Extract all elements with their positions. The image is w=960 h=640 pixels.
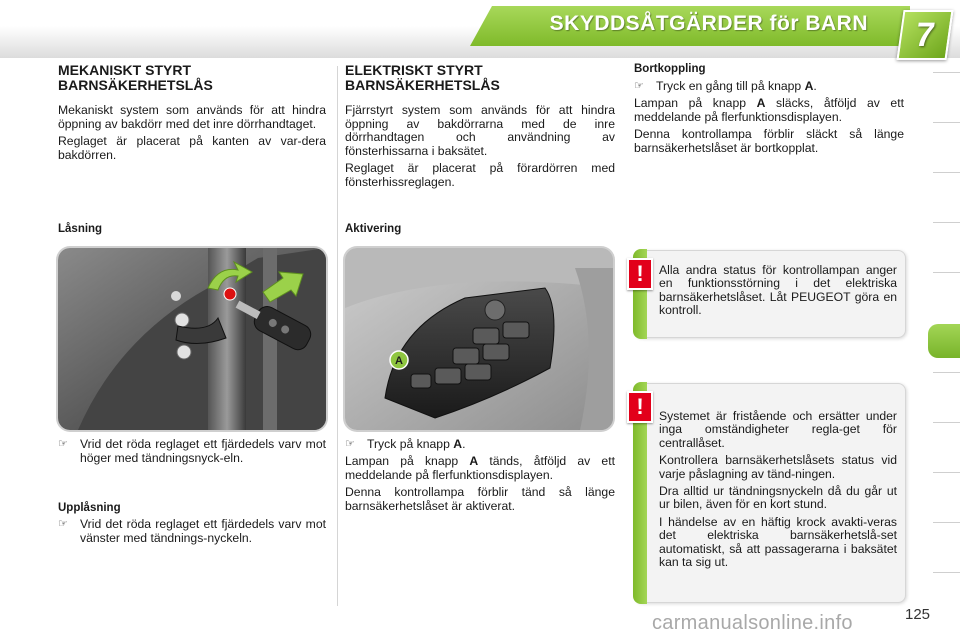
- pointing-hand-icon: ☞: [58, 518, 68, 530]
- unlocking-heading: Upplåsning: [58, 502, 121, 514]
- activation-step-text: [367, 438, 615, 452]
- page-number: 125: [905, 606, 931, 623]
- button-key: A: [453, 437, 463, 451]
- intro-paragraph: Fjärrstyrt system som används för att hindra öppning av bakdörrarna med de inre dörrhandtagen och användning av fönsterhissarna i baksätet.: [345, 103, 615, 158]
- activation-step: [345, 438, 615, 452]
- window-switch-photo: [345, 248, 613, 430]
- warning-icon: !: [627, 391, 653, 423]
- heading-line: BARNSÄKERHETSLÅS: [345, 77, 500, 93]
- text-segment: släcks, åtföljd av ett meddelande på flerfunktionsdisplayen.: [634, 96, 904, 124]
- chapter-badge[interactable]: 7: [896, 10, 953, 60]
- door-switch-panel-illustration: [345, 248, 613, 430]
- pointing-hand-icon: ☞: [345, 438, 355, 450]
- activation-paragraph: Denna kontrollampa förblir tänd så länge barnsäkerhetslåset är aktiverat.: [345, 485, 615, 513]
- mechanical-lock-intro: [58, 104, 326, 166]
- disconnect-heading: Bortkoppling: [634, 63, 706, 75]
- unlocking-step-text: Vrid det röda reglaget ett fjärdedels varv mot vänster med tändnings-nyckeln.: [80, 517, 326, 545]
- text-segment: Lampan på knapp: [634, 96, 757, 110]
- warning-paragraph: I händelse av en häftig krock avakti-veras det elektriska barnsäkerhetslå-set automatiskt, så att passagerarna i baksätet kan ta sig ut.: [659, 514, 897, 570]
- disconnect-paragraph: [634, 97, 904, 124]
- heading-line: ELEKTRISKT STYRT: [345, 62, 483, 78]
- intro-paragraph: Mekaniskt system som används för att hindra öppning av bakdörr med det inre dörrhandtaget.: [58, 103, 326, 131]
- page-title: SKYDDSÅTGÄRDER för BARN: [549, 12, 868, 35]
- disconnect-details: [634, 97, 904, 159]
- electric-lock-heading: [345, 63, 615, 93]
- warning-paragraph: Kontrollera barnsäkerhetslåsets status vid varje påslagning av tänd-ningen.: [659, 453, 897, 481]
- warning-paragraph: Dra alltid ur tändningsnyckeln då du går ut ur bilen, även för en kort stund.: [659, 484, 897, 512]
- text-segment: tänds, åtföljd av ett meddelande på flerfunktionsdisplayen.: [345, 454, 615, 482]
- electric-lock-intro: [345, 104, 615, 194]
- disconnect-step-text: [656, 80, 904, 94]
- button-key: A: [469, 454, 479, 468]
- unlocking-step: [58, 518, 326, 545]
- warning-icon: !: [627, 258, 653, 290]
- text-segment: .: [462, 437, 466, 451]
- locking-heading: Låsning: [58, 223, 103, 235]
- tab-divider: [933, 172, 960, 173]
- intro-paragraph: Reglaget är placerat på förardörren med fönsterhissreglagen.: [345, 161, 615, 189]
- button-key: A: [804, 79, 814, 93]
- warning-paragraph: Systemet är fristående och ersätter under inga omständigheter regla-get för centrallåset.: [659, 409, 897, 450]
- heading-line: BARNSÄKERHETSLÅS: [58, 77, 213, 93]
- tab-divider: [933, 472, 960, 473]
- text-segment: Lampan på knapp: [345, 454, 470, 468]
- tab-divider: [933, 572, 960, 573]
- activation-paragraph: [345, 455, 615, 482]
- button-a-label: A: [395, 355, 403, 367]
- tab-divider: [933, 272, 960, 273]
- pointing-hand-icon: ☞: [634, 80, 644, 92]
- mechanical-lock-heading: [58, 63, 328, 93]
- tab-divider: [933, 222, 960, 223]
- column-divider: [337, 66, 338, 606]
- tab-divider: [933, 72, 960, 73]
- intro-paragraph: Reglaget är placerat på kanten av var-dera bakdörren.: [58, 134, 326, 162]
- text-segment: Tryck på knapp: [367, 437, 454, 451]
- chapter-tab-active[interactable]: [928, 324, 960, 358]
- watermark: carmanualsonline.info: [652, 612, 853, 634]
- warning-status-text: Alla andra status för kontrollampan anger en funktionsstörning i det elektriska barnsäkerhetslåset. Låt PEUGEOT göra en kontroll.: [659, 263, 897, 318]
- heading-line: MEKANISKT STYRT: [58, 62, 191, 78]
- activation-details: [345, 455, 615, 517]
- tab-divider: [933, 522, 960, 523]
- warning-system-text: [659, 410, 897, 573]
- pointing-hand-icon: ☞: [58, 438, 68, 450]
- activation-heading: Aktivering: [345, 223, 402, 235]
- text-segment: .: [813, 79, 817, 93]
- disconnect-step: [634, 80, 904, 94]
- button-key: A: [756, 96, 766, 110]
- locking-step-text: Vrid det röda reglaget ett fjärdedels varv mot höger med tändningsnyck-eln.: [80, 437, 326, 465]
- text-segment: Tryck en gång till på knapp: [656, 79, 805, 93]
- disconnect-paragraph: Denna kontrollampa förblir släckt så länge barnsäkerhetslåset är bortkopplat.: [634, 127, 904, 155]
- locking-step: [58, 438, 326, 465]
- mechanical-lock-photo: [58, 248, 326, 430]
- door-edge-illustration: [58, 248, 326, 430]
- tab-divider: [933, 422, 960, 423]
- tab-divider: [933, 372, 960, 373]
- tab-divider: [933, 122, 960, 123]
